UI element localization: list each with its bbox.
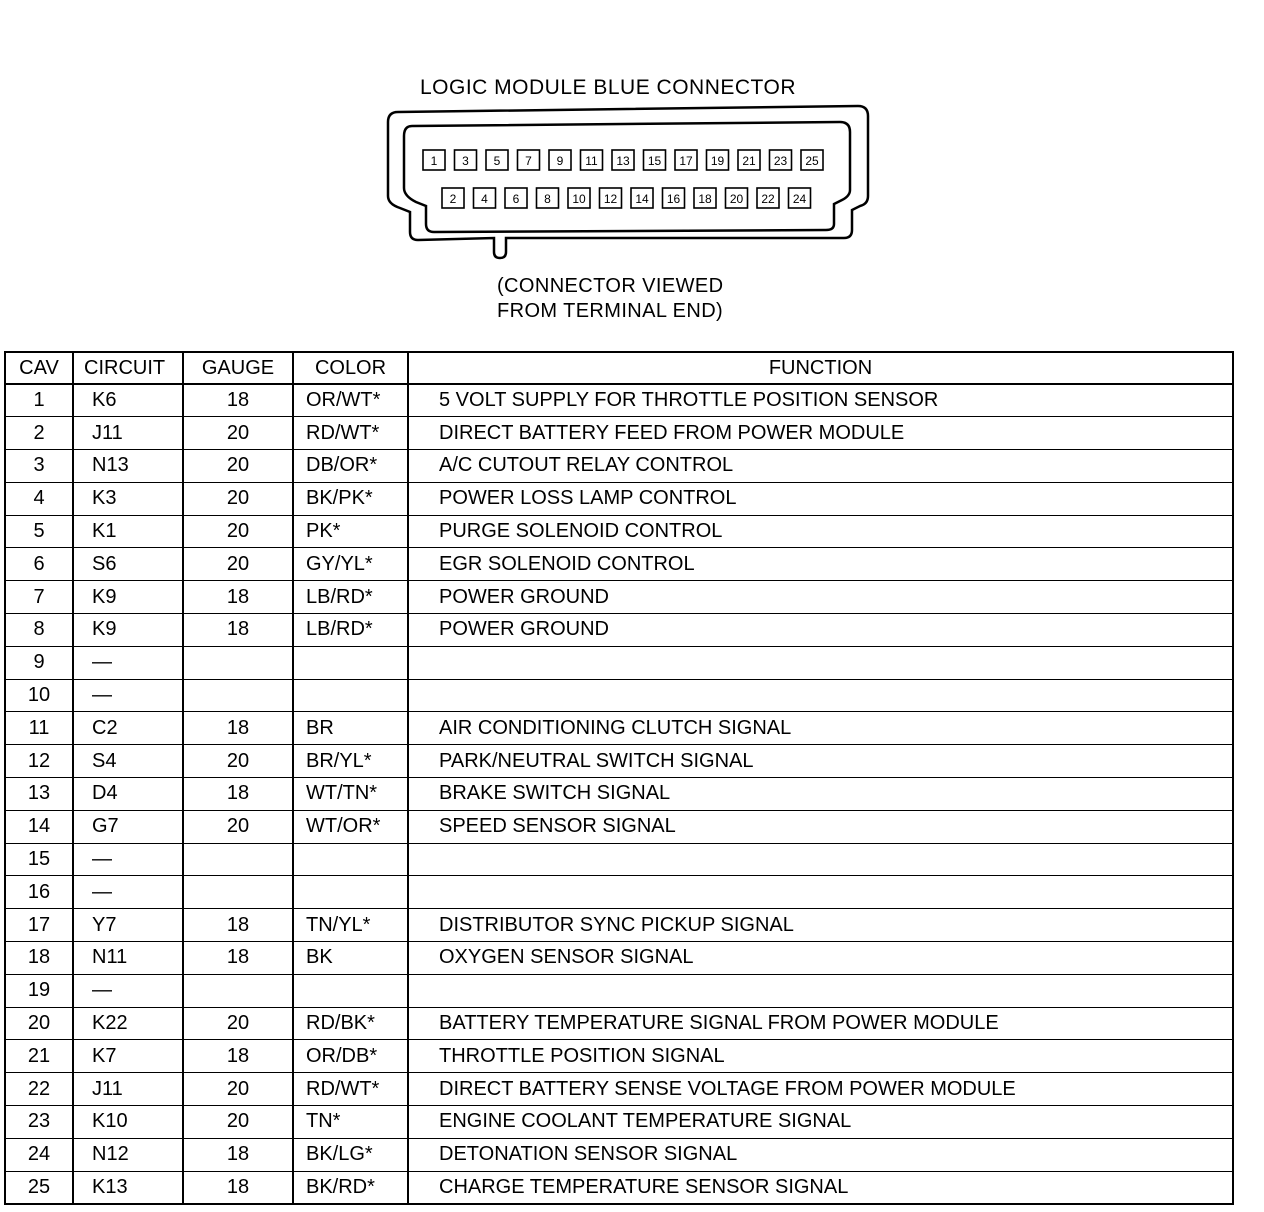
cell-cav: 8 <box>5 614 73 647</box>
cell-function: SPEED SENSOR SIGNAL <box>408 810 1233 843</box>
connector-housing-inner <box>404 122 850 232</box>
cell-color: BR/YL* <box>293 745 408 778</box>
pinout-table <box>4 351 1234 1205</box>
cell-color: BK/PK* <box>293 482 408 515</box>
cell-cav: 2 <box>5 417 73 450</box>
cell-function <box>408 974 1233 1007</box>
cell-function: POWER LOSS LAMP CONTROL <box>408 482 1233 515</box>
cell-circuit: K22 <box>73 1007 183 1040</box>
cell-circuit: G7 <box>73 810 183 843</box>
cell-gauge: 18 <box>183 712 293 745</box>
cell-circuit: S4 <box>73 745 183 778</box>
cell-gauge <box>183 843 293 876</box>
cell-function: PURGE SOLENOID CONTROL <box>408 515 1233 548</box>
cell-color: BK <box>293 942 408 975</box>
cell-cav: 23 <box>5 1106 73 1139</box>
cell-gauge: 18 <box>183 384 293 417</box>
cell-cav: 9 <box>5 646 73 679</box>
table-row <box>5 1073 1233 1106</box>
table-row <box>5 581 1233 614</box>
table-row <box>5 614 1233 647</box>
cell-cav: 3 <box>5 450 73 483</box>
pin-label: 16 <box>666 192 681 206</box>
cell-color: PK* <box>293 515 408 548</box>
cell-circuit: Y7 <box>73 909 183 942</box>
cell-function: OXYGEN SENSOR SIGNAL <box>408 942 1233 975</box>
table-row <box>5 974 1233 1007</box>
cell-gauge: 20 <box>183 548 293 581</box>
pin-label: 12 <box>603 192 618 206</box>
pin-label: 25 <box>805 154 819 168</box>
cell-cav: 10 <box>5 679 73 712</box>
cell-function <box>408 646 1233 679</box>
cell-color: OR/WT* <box>293 384 408 417</box>
table-row <box>5 450 1233 483</box>
table-row <box>5 778 1233 811</box>
pin-label: 17 <box>679 154 693 168</box>
header-circuit: CIRCUIT <box>73 352 183 384</box>
cell-gauge <box>183 646 293 679</box>
cell-function: 5 VOLT SUPPLY FOR THROTTLE POSITION SENSOR <box>408 384 1233 417</box>
cell-function: POWER GROUND <box>408 581 1233 614</box>
cell-function: DISTRIBUTOR SYNC PICKUP SIGNAL <box>408 909 1233 942</box>
cell-function <box>408 843 1233 876</box>
cell-circuit: J11 <box>73 417 183 450</box>
cell-cav: 1 <box>5 384 73 417</box>
cell-color: TN* <box>293 1106 408 1139</box>
cell-color: BK/LG* <box>293 1138 408 1171</box>
cell-color: LB/RD* <box>293 614 408 647</box>
cell-color: RD/BK* <box>293 1007 408 1040</box>
cell-gauge: 18 <box>183 614 293 647</box>
cell-function: POWER GROUND <box>408 614 1233 647</box>
pin-label: 3 <box>462 154 469 168</box>
pin-label: 6 <box>512 192 520 206</box>
cell-cav: 24 <box>5 1138 73 1171</box>
pin-label: 18 <box>698 192 712 206</box>
cell-cav: 18 <box>5 942 73 975</box>
cell-function: THROTTLE POSITION SIGNAL <box>408 1040 1233 1073</box>
table-row <box>5 810 1233 843</box>
view-note-line-2: FROM TERMINAL END) <box>497 300 724 322</box>
cell-cav: 19 <box>5 974 73 1007</box>
cell-color: TN/YL* <box>293 909 408 942</box>
pin-label: 2 <box>449 192 457 206</box>
cell-color: RD/WT* <box>293 1073 408 1106</box>
cell-circuit: K9 <box>73 614 183 647</box>
pin-label: 14 <box>635 192 649 206</box>
table-row <box>5 417 1233 450</box>
cell-circuit: — <box>73 843 183 876</box>
cell-color: GY/YL* <box>293 548 408 581</box>
table-row <box>5 384 1233 417</box>
cell-function: DIRECT BATTERY FEED FROM POWER MODULE <box>408 417 1233 450</box>
view-note <box>497 274 723 324</box>
view-note-line-1: (CONNECTOR VIEWED <box>497 275 724 297</box>
cell-gauge: 18 <box>183 1040 293 1073</box>
cell-gauge <box>183 679 293 712</box>
cell-gauge: 20 <box>183 417 293 450</box>
table-row <box>5 646 1233 679</box>
cell-circuit: N12 <box>73 1138 183 1171</box>
cell-gauge: 20 <box>183 450 293 483</box>
table-row <box>5 679 1233 712</box>
cell-cav: 22 <box>5 1073 73 1106</box>
table-row <box>5 843 1233 876</box>
cell-cav: 16 <box>5 876 73 909</box>
cell-circuit: S6 <box>73 548 183 581</box>
cell-color: OR/DB* <box>293 1040 408 1073</box>
cell-color: BR <box>293 712 408 745</box>
pin-label: 20 <box>729 192 744 206</box>
cell-circuit: J11 <box>73 1073 183 1106</box>
pin-label: 5 <box>493 154 501 168</box>
cell-gauge: 18 <box>183 1171 293 1204</box>
table-row <box>5 942 1233 975</box>
cell-circuit: K9 <box>73 581 183 614</box>
pin-label: 21 <box>742 154 756 168</box>
cell-cav: 11 <box>5 712 73 745</box>
cell-circuit: C2 <box>73 712 183 745</box>
table-header-row <box>5 352 1233 384</box>
cell-circuit: — <box>73 876 183 909</box>
cell-cav: 4 <box>5 482 73 515</box>
cell-circuit: N11 <box>73 942 183 975</box>
table-row <box>5 548 1233 581</box>
table-row <box>5 515 1233 548</box>
pin-label: 10 <box>572 192 586 206</box>
cell-gauge: 18 <box>183 1138 293 1171</box>
cell-function: CHARGE TEMPERATURE SENSOR SIGNAL <box>408 1171 1233 1204</box>
cell-cav: 6 <box>5 548 73 581</box>
table-row <box>5 712 1233 745</box>
cell-color: RD/WT* <box>293 417 408 450</box>
cell-cav: 12 <box>5 745 73 778</box>
pin-label: 9 <box>556 154 564 168</box>
cell-circuit: K13 <box>73 1171 183 1204</box>
cell-gauge: 20 <box>183 745 293 778</box>
cell-gauge: 20 <box>183 1007 293 1040</box>
table-row <box>5 745 1233 778</box>
cell-color <box>293 679 408 712</box>
table-row <box>5 1171 1233 1204</box>
cell-gauge: 18 <box>183 778 293 811</box>
pin-label: 24 <box>792 192 807 206</box>
table-row <box>5 1138 1233 1171</box>
cell-gauge: 20 <box>183 1073 293 1106</box>
connector-title: LOGIC MODULE BLUE CONNECTOR <box>420 76 797 99</box>
cell-color <box>293 876 408 909</box>
cell-circuit: D4 <box>73 778 183 811</box>
cell-color <box>293 974 408 1007</box>
cell-gauge: 20 <box>183 810 293 843</box>
cell-function <box>408 876 1233 909</box>
cell-function: AIR CONDITIONING CLUTCH SIGNAL <box>408 712 1233 745</box>
cell-cav: 25 <box>5 1171 73 1204</box>
cell-color: LB/RD* <box>293 581 408 614</box>
cell-gauge: 20 <box>183 515 293 548</box>
table-row <box>5 482 1233 515</box>
table-row <box>5 1040 1233 1073</box>
pin-label: 23 <box>773 154 788 168</box>
cell-color <box>293 646 408 679</box>
cell-function: PARK/NEUTRAL SWITCH SIGNAL <box>408 745 1233 778</box>
cell-color: WT/OR* <box>293 810 408 843</box>
cell-circuit: N13 <box>73 450 183 483</box>
cell-function: DETONATION SENSOR SIGNAL <box>408 1138 1233 1171</box>
pin-label: 11 <box>585 154 598 168</box>
header-gauge: GAUGE <box>183 352 293 384</box>
cell-cav: 21 <box>5 1040 73 1073</box>
cell-function: BRAKE SWITCH SIGNAL <box>408 778 1233 811</box>
connector-housing-outer <box>388 106 868 258</box>
header-color: COLOR <box>293 352 408 384</box>
connector-diagram <box>380 100 880 265</box>
cell-circuit: K7 <box>73 1040 183 1073</box>
cell-function: BATTERY TEMPERATURE SIGNAL FROM POWER MODULE <box>408 1007 1233 1040</box>
cell-cav: 20 <box>5 1007 73 1040</box>
cell-gauge: 18 <box>183 909 293 942</box>
cell-cav: 14 <box>5 810 73 843</box>
cell-function: DIRECT BATTERY SENSE VOLTAGE FROM POWER MODULE <box>408 1073 1233 1106</box>
pin-label: 22 <box>761 192 775 206</box>
cell-circuit: K3 <box>73 482 183 515</box>
cell-cav: 15 <box>5 843 73 876</box>
cell-function <box>408 679 1233 712</box>
pin-label: 7 <box>525 154 532 168</box>
header-function: FUNCTION <box>408 352 1233 384</box>
cell-color: WT/TN* <box>293 778 408 811</box>
cell-function: EGR SOLENOID CONTROL <box>408 548 1233 581</box>
header-cav: CAV <box>5 352 73 384</box>
cell-circuit: — <box>73 646 183 679</box>
cell-color: BK/RD* <box>293 1171 408 1204</box>
cell-color <box>293 843 408 876</box>
pin-label: 4 <box>481 192 488 206</box>
cell-function: ENGINE COOLANT TEMPERATURE SIGNAL <box>408 1106 1233 1139</box>
cell-cav: 5 <box>5 515 73 548</box>
table-row <box>5 876 1233 909</box>
pin-label: 8 <box>544 192 551 206</box>
cell-gauge: 20 <box>183 1106 293 1139</box>
cell-gauge: 20 <box>183 482 293 515</box>
cell-cav: 17 <box>5 909 73 942</box>
cell-color: DB/OR* <box>293 450 408 483</box>
table-row <box>5 1106 1233 1139</box>
cell-function: A/C CUTOUT RELAY CONTROL <box>408 450 1233 483</box>
pin-label: 19 <box>710 154 725 168</box>
pin-label: 13 <box>616 154 630 168</box>
cell-circuit: K6 <box>73 384 183 417</box>
cell-circuit: — <box>73 679 183 712</box>
pin-label: 15 <box>647 154 662 168</box>
table-row <box>5 1007 1233 1040</box>
cell-cav: 7 <box>5 581 73 614</box>
cell-cav: 13 <box>5 778 73 811</box>
cell-gauge: 18 <box>183 581 293 614</box>
cell-gauge <box>183 974 293 1007</box>
cell-circuit: — <box>73 974 183 1007</box>
table-row <box>5 909 1233 942</box>
pin-label: 1 <box>430 154 438 168</box>
cell-circuit: K1 <box>73 515 183 548</box>
cell-gauge <box>183 876 293 909</box>
cell-gauge: 18 <box>183 942 293 975</box>
cell-circuit: K10 <box>73 1106 183 1139</box>
